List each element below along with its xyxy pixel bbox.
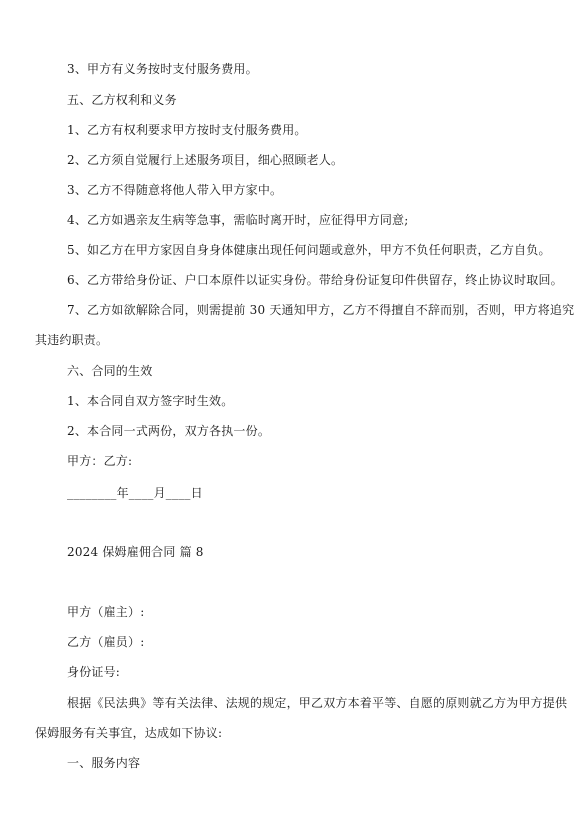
effect-clause-2: 2、本合同一式两份，双方各执一份。 — [67, 424, 271, 438]
contract-title: 2024 保姆雇佣合同 篇 8 — [67, 545, 204, 559]
clause-7-continuation: 其违约职责。 — [35, 333, 109, 347]
clause-4-party-b: 4、乙方如遇亲友生病等急事，需临时离开时，应征得甲方同意; — [67, 213, 409, 227]
clause-3-party-a: 3、甲方有义务按时支付服务费用。 — [67, 62, 258, 76]
effect-clause-1: 1、本合同自双方签字时生效。 — [67, 394, 234, 408]
signature-date: ________年____月____日 — [67, 486, 203, 500]
clause-1-party-b: 1、乙方有权利要求甲方按时支付服务费用。 — [67, 123, 307, 137]
preamble-line-2: 保姆服务有关事宜，达成如下协议: — [35, 726, 223, 740]
section-heading-1: 一、服务内容 — [67, 756, 141, 770]
clause-7-party-b: 7、乙方如欲解除合同，则需提前 30 天通知甲方，乙方不得擅自不辞而别，否则，甲方将追究 — [67, 303, 575, 317]
party-a-employer: 甲方（雇主）: — [67, 605, 145, 619]
clause-2-party-b: 2、乙方须自觉履行上述服务项目，细心照顾老人。 — [67, 153, 344, 167]
preamble-line-1: 根据《民法典》等有关法律、法规的规定，甲乙双方本着平等、自愿的原则就乙方为甲方提供 — [67, 696, 568, 710]
id-number-field: 身份证号: — [67, 665, 121, 679]
clause-6-party-b: 6、乙方带给身份证、户口本原件以证实身份。带给身份证复印件供留存，终止协议时取回。 — [67, 273, 563, 287]
section-heading-6: 六、合同的生效 — [67, 364, 153, 378]
party-b-employee: 乙方（雇员）: — [67, 635, 145, 649]
section-heading-5: 五、乙方权利和义务 — [67, 93, 177, 107]
clause-3-party-b: 3、乙方不得随意将他人带入甲方家中。 — [67, 183, 283, 197]
signature-parties: 甲方：乙方: — [67, 454, 133, 468]
clause-5-party-b: 5、如乙方在甲方家因自身身体健康出现任何问题或意外，甲方不负任何职责，乙方自负。 — [67, 243, 551, 257]
